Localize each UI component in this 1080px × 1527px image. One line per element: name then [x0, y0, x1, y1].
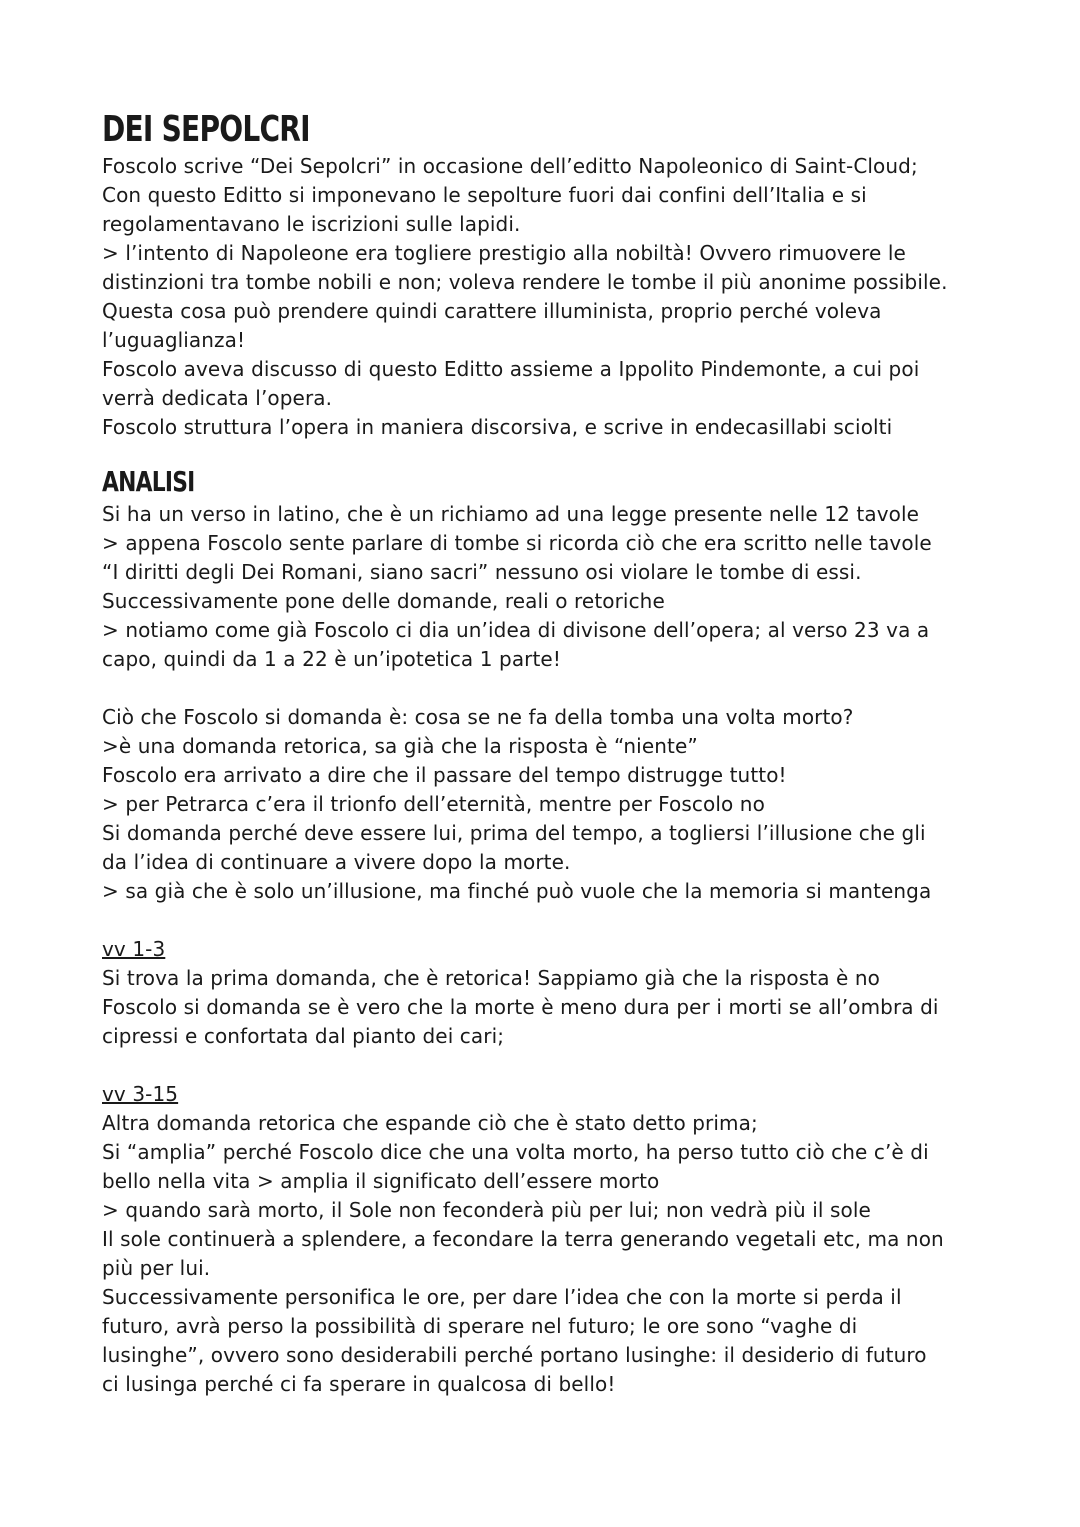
text-line: > per Petrarca c’era il trionfo dell’eternità, mentre per Foscolo no: [102, 792, 765, 816]
analisi-paragraph-1: [102, 500, 982, 674]
text-line: lusinghe”, ovvero sono desiderabili perché portano lusinghe: il desiderio di futuro: [102, 1343, 927, 1367]
text-line: “I diritti degli Dei Romani, siano sacri” nessuno osi violare le tombe di essi.: [102, 560, 862, 584]
text-line: Foscolo si domanda se è vero che la morte è meno dura per i morti se all’ombra di: [102, 995, 939, 1019]
verses-1-3-block: [102, 935, 982, 1051]
text-line: Con questo Editto si imponevano le sepolture fuori dai confini dell’Italia e si: [102, 183, 867, 207]
spacer: [102, 1051, 982, 1080]
text-line: ci lusinga perché ci fa sperare in qualcosa di bello!: [102, 1372, 616, 1396]
text-line: Si ha un verso in latino, che è un richiamo ad una legge presente nelle 12 tavole: [102, 502, 920, 526]
text-line: > appena Foscolo sente parlare di tombe si ricorda ciò che era scritto nelle tavole: [102, 531, 932, 555]
text-line: Foscolo scrive “Dei Sepolcri” in occasione dell’editto Napoleonico di Saint-Cloud;: [102, 154, 918, 178]
text-line: > l’intento di Napoleone era togliere prestigio alla nobiltà! Ovvero rimuovere le: [102, 241, 906, 265]
text-line: >è una domanda retorica, sa già che la risposta è “niente”: [102, 734, 698, 758]
intro-paragraph: [102, 152, 982, 442]
text-line: l’uguaglianza!: [102, 328, 246, 352]
text-line: Foscolo aveva discusso di questo Editto assieme a Ippolito Pindemonte, a cui poi: [102, 357, 920, 381]
document-page: [102, 108, 982, 1399]
text-line: Questa cosa può prendere quindi carattere illuminista, proprio perché voleva: [102, 299, 882, 323]
spacer: [102, 674, 982, 703]
subheading-vv-3-15: vv 3-15: [102, 1082, 179, 1106]
text-line: > notiamo come già Foscolo ci dia un’idea di divisone dell’opera; al verso 23 va a: [102, 618, 930, 642]
text-line: capo, quindi da 1 a 22 è un’ipotetica 1 parte!: [102, 647, 561, 671]
text-line: Il sole continuerà a splendere, a fecondare la terra generando vegetali etc, ma non: [102, 1227, 944, 1251]
text-line: Si domanda perché deve essere lui, prima del tempo, a togliersi l’illusione che gli: [102, 821, 926, 845]
text-line: > sa già che è solo un’illusione, ma finché può vuole che la memoria si mantenga: [102, 879, 932, 903]
text-line: Successivamente pone delle domande, reali o retoriche: [102, 589, 665, 613]
text-line: futuro, avrà perso la possibilità di sperare nel futuro; le ore sono “vaghe di: [102, 1314, 858, 1338]
verses-3-15-block: [102, 1080, 982, 1399]
text-line: verrà dedicata l’opera.: [102, 386, 333, 410]
text-line: Ciò che Foscolo si domanda è: cosa se ne fa della tomba una volta morto?: [102, 705, 854, 729]
text-line: Si “amplia” perché Foscolo dice che una volta morto, ha perso tutto ciò che c’è di: [102, 1140, 929, 1164]
spacer: [102, 442, 982, 464]
text-line: Foscolo era arrivato a dire che il passare del tempo distrugge tutto!: [102, 763, 787, 787]
spacer: [102, 906, 982, 935]
text-line: bello nella vita > amplia il significato dell’essere morto: [102, 1169, 660, 1193]
page-title: DEI SEPOLCRI: [102, 109, 310, 150]
subheading-vv-1-3: vv 1-3: [102, 937, 166, 961]
text-line: da l’idea di continuare a vivere dopo la morte.: [102, 850, 571, 874]
text-line: cipressi e confortata dal pianto dei cari;: [102, 1024, 505, 1048]
text-line: distinzioni tra tombe nobili e non; voleva rendere le tombe il più anonime possibile.: [102, 270, 948, 294]
text-line: Foscolo struttura l’opera in maniera discorsiva, e scrive in endecasillabi sciolti: [102, 415, 893, 439]
text-line: più per lui.: [102, 1256, 211, 1280]
text-line: > quando sarà morto, il Sole non feconderà più per lui; non vedrà più il sole: [102, 1198, 871, 1222]
analisi-paragraph-2: [102, 703, 982, 906]
text-line: regolamentavano le iscrizioni sulle lapidi.: [102, 212, 521, 236]
text-line: Altra domanda retorica che espande ciò che è stato detto prima;: [102, 1111, 758, 1135]
section-heading-analisi: ANALISI: [102, 465, 195, 498]
text-line: Si trova la prima domanda, che è retorica! Sappiamo già che la risposta è no: [102, 966, 881, 990]
text-line: Successivamente personifica le ore, per dare l’idea che con la morte si perda il: [102, 1285, 902, 1309]
